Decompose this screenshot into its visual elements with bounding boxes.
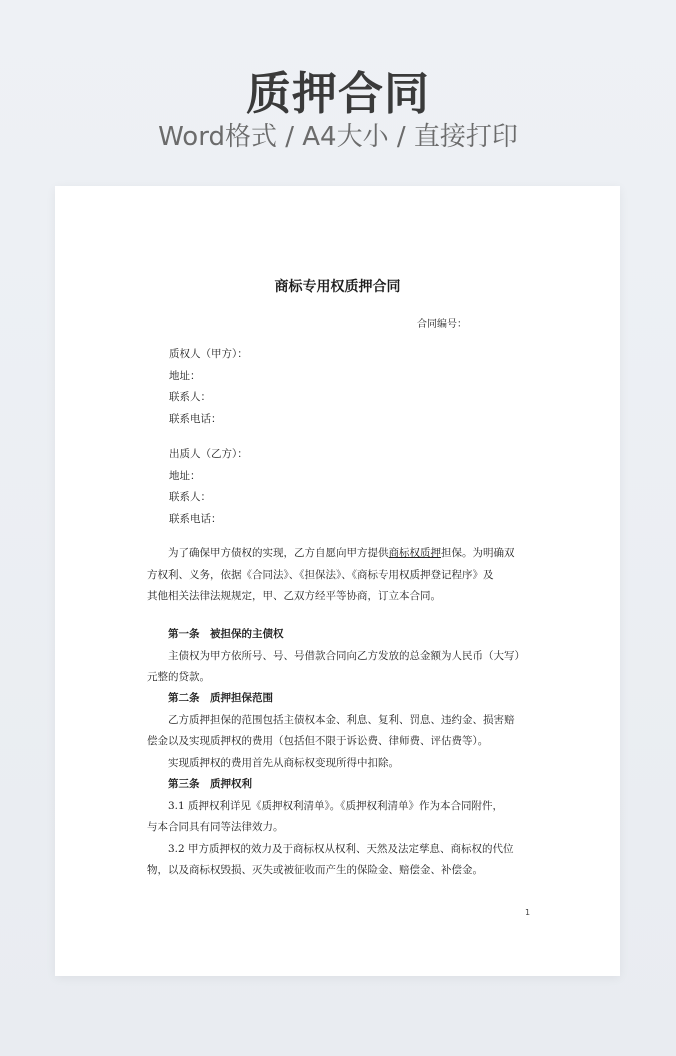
pledgor-section [169, 444, 248, 530]
pledgee-name-label: 质权人（甲方）： [169, 348, 248, 360]
pledgor-name-label: 出质人（乙方）： [169, 448, 248, 460]
pledgor-address-label: 地址： [169, 469, 201, 482]
hero-title: 质押合同 [245, 67, 430, 120]
intro-paragraph [147, 543, 529, 608]
article-3 [147, 774, 529, 882]
pledge-type-underlined: 商标权质押 [388, 547, 441, 559]
article-3-line-1: 3.1 质押权利详见《质押权利清单》。《质押权利清单》作为本合同附件， [168, 799, 504, 812]
article-2 [147, 688, 529, 774]
article-3-line-3: 3.2 甲方质押权的效力及于商标权从权利、天然及法定孳息、商标权的代位 [168, 842, 514, 855]
hero-subtitle: Word格式 / A4大小 / 直接打印 [158, 122, 518, 152]
article-2-line-2: 偿金以及实现质押权的费用（包括但不限于诉讼费、律师费、评估费等）。 [147, 735, 489, 747]
article-1-line-2: 元整的贷款。 [147, 671, 210, 683]
pledgee-section [169, 344, 248, 430]
contract-number-label: 合同编号： [417, 319, 467, 330]
article-3-heading: 第三条 质押权利 [168, 778, 252, 790]
page-number: 1 [525, 908, 531, 917]
document-title: 商标专用权质押合同 [274, 279, 401, 295]
article-1-heading: 第一条 被担保的主债权 [168, 628, 284, 640]
article-2-line-3: 实现质押权的费用首先从商标权变现所得中扣除。 [168, 756, 399, 769]
article-3-line-4: 物，以及商标权毁损、灭失或被征收而产生的保险金、赔偿金、补偿金。 [147, 864, 483, 876]
article-2-line-1: 乙方质押担保的范围包括主债权本金、利息、复利、罚息、违约金、损害赔 [168, 713, 515, 726]
pledgee-phone-label: 联系电话： [169, 412, 222, 425]
document-page [55, 186, 620, 976]
article-3-line-2: 与本合同具有同等法律效力。 [147, 821, 284, 833]
intro-line-1 [147, 543, 529, 565]
pledgor-phone-label: 联系电话： [169, 512, 222, 525]
pledgee-address-label: 地址： [169, 369, 201, 382]
intro-line-3: 其他相关法律法规规定，甲、乙双方经平等协商，订立本合同。 [147, 590, 441, 602]
intro-line-2: 方权利、义务，依据《合同法》、《担保法》、《商标专用权质押登记程序》及 [147, 568, 494, 581]
intro-line-1-suffix: 担保。为明确双 [441, 547, 515, 559]
article-2-heading: 第二条 质押担保范围 [168, 692, 273, 704]
article-1 [147, 624, 529, 689]
article-1-line-1: 主债权为甲方依所号、号、号借款合同向乙方发放的总金额为人民币（大写） [168, 649, 525, 662]
pledgor-contact-label: 联系人： [169, 491, 211, 503]
intro-line-1-prefix: 为了确保甲方债权的实现，乙方自愿向甲方提供 [168, 547, 389, 559]
pledgee-contact-label: 联系人： [169, 391, 211, 403]
